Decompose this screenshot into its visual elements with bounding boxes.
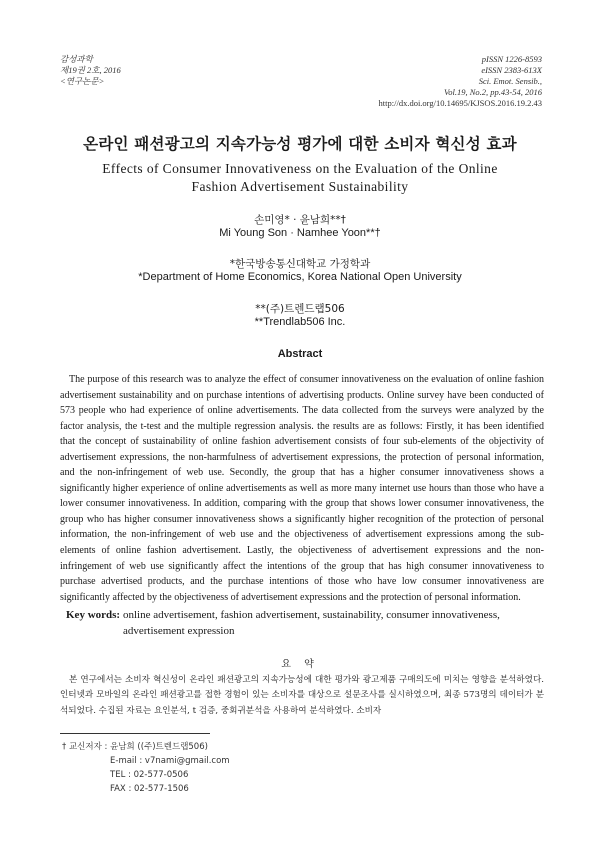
doi-link[interactable]: http://dx.doi.org/10.14695/KJSOS.2016.19.2.43 [378, 98, 542, 108]
korean-abstract-heading: 요 약 [281, 659, 319, 670]
affiliation-1-english: *Department of Home Economics, Korea National Open University [138, 271, 462, 283]
footnote-tel: TEL : 02-577-0506 [110, 770, 189, 780]
abstract-heading: Abstract [277, 348, 323, 360]
article-type: <연구논문> [60, 76, 105, 86]
abstract-text: The purpose of this research was to analyze the effect of consumer innovativeness on the evaluation of online fashion advertisement sustainability and on purchase intentions of advertising products. Online survey have been conducted of 573 people who had experience of online advertisements. The data collected from the surveys were analyzed by the factor analysis, the t-test and the multiple regression analysis. the results are as follows: Firstly, it has been identified that the concept of sustainability of online fashion advertisement consists of four sub-elements of the objectivity of advertisement expressions, the non-harmfulness of advertisement expressions, the protection of personal information, and the non-infringement of web use. Secondly, the group that has a higher consumer innovativeness shows a significantly higher experience of online advertisements as well as more many internet use hours than those who have a lower consumer innovativeness. In addition, comparing with the group that shows lower consumer innovativeness, the group who has higher consumer innovativeness shows a significantly higher recognition of the protection of personal information, the non-infringement of web use and the objectiveness of advertisement expressions among the sub-elements of online fashion advertisement. Lastly, the objectiveness of advertisement expressions and the non-infringement of web use significantly affect the intentions of the group that has high consumer innovativeness to purchase advertised products, and the purchase intentions of those who have low consumer innovativeness are significantly affected by the objectiveness of advertisement expressions and the protection of personal information. [60, 374, 544, 603]
volume-en: Vol.19, No.2, pp.43-54, 2016 [444, 87, 542, 97]
affiliation-2-english: **Trendlab506 Inc. [254, 316, 346, 328]
keywords-label: Key words: [66, 609, 121, 621]
journal-name-ko: 감성과학 [60, 54, 93, 64]
journal-header-left [60, 54, 121, 87]
affiliation-2-korean: **(주)트렌드랩506 [255, 303, 345, 315]
eissn: eISSN 2383-613X [481, 65, 542, 75]
volume-ko: 제19권 2호, 2016 [60, 65, 121, 75]
authors-korean: 손미영* · 윤남희**† [254, 214, 346, 226]
pissn: pISSN 1226-8593 [481, 54, 542, 64]
footnote-fax: FAX : 02-577-1506 [110, 784, 189, 794]
journal-name-en: Sci. Emot. Sensib., [478, 76, 542, 86]
authors-english: Mi Young Son · Namhee Yoon**† [219, 227, 381, 239]
keywords-text: online advertisement, fashion advertisement, sustainability, consumer innovativeness, advertisement expression [123, 609, 500, 637]
title-korean: 온라인 패션광고의 지속가능성 평가에 대한 소비자 혁신성 효과 [83, 135, 517, 153]
affiliation-1-korean: *한국방송통신대학교 가정학과 [229, 258, 371, 270]
korean-abstract-text: 본 연구에서는 소비자 혁신성이 온라인 패션광고의 지속가능성에 대한 평가와 광고제품 구매의도에 미치는 영향을 분석하였다. 인터넷과 모바일의 온라인 패션광고를 접한 경험이 있는 소비자를 대상으로 설문조사를 실시하였으며, 최종 573명의 데이터가 분석되었다. 수집된 자료는 요인분석, t 검증, 중회귀분석을 사용하여 분석하였다. 소비자 [60, 675, 544, 716]
corresponding-author: † 교신저자 : 윤남희 ((주)트렌드랩506) [62, 742, 208, 752]
footnote [62, 740, 230, 796]
title-english: Effects of Consumer Innovativeness on the Evaluation of the Online Fashion Advertisement Sustainability [102, 161, 498, 194]
journal-header-right [379, 54, 542, 109]
footnote-email: E-mail : v7nami@gmail.com [110, 756, 230, 766]
footnote-divider [60, 733, 210, 734]
